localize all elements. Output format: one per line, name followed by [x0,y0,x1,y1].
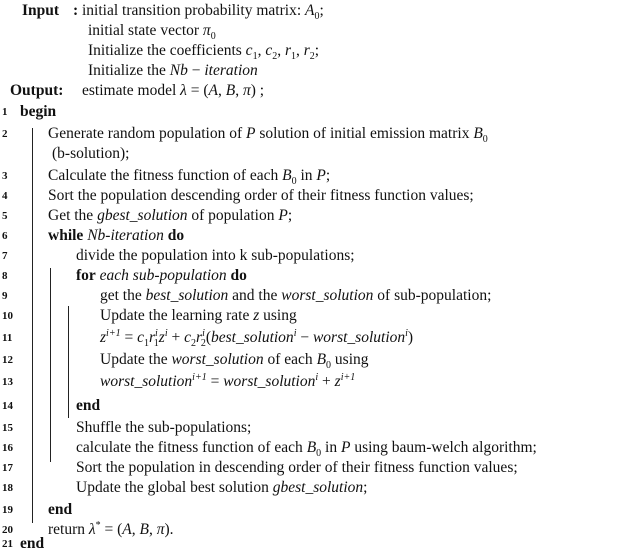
line-7-text: divide the population into k sub-populations; [76,247,355,264]
input-label: Input [22,2,60,19]
line-number: 16 [2,442,13,454]
line-10-text: Update the learning rate z using [100,307,297,324]
line-number: 5 [2,210,8,222]
while-block-line [50,268,51,462]
line-8-text: for each sub-population do [76,267,247,284]
line-4-text: Sort the population descending order of their fitness function values; [48,187,474,204]
line-number: 17 [2,462,13,474]
line-number: 15 [2,422,13,434]
input-line-4: Initialize the Nb − iteration [88,62,258,79]
output-label: Output: [10,82,64,99]
end-keyword: end [20,535,45,552]
begin-keyword: begin [20,103,57,120]
line-5-text: Get the gbest_solution of population P; [48,207,293,224]
output-text: estimate model λ = (A, B, π) ; [82,82,265,99]
begin-block-line [32,128,33,523]
line-number: 2 [2,128,8,140]
update-worst-equation: worst_solution$^{i+1}$ = worst_solution$^i$ + $z^{i+1}$ [100,371,356,390]
line-number: 13 [2,376,13,388]
line-number: 10 [2,310,13,322]
line-20-text: return λ* = (A, B, π). [48,519,174,538]
line-number: 1 [2,106,8,118]
line-number: 14 [2,400,13,412]
line-16-text: calculate the fitness function of each $B_0$ in P using baum-welch algorithm; [76,439,537,460]
input-colon: : [73,2,79,19]
line-3-text: Calculate the fitness function of each $B_0$ in P; [48,167,331,188]
line-number: 7 [2,250,8,262]
line-number: 20 [2,524,13,536]
line-17-text: Sort the population in descending order of their fitness function values; [76,459,518,476]
input-line-1: initial transition probability matrix: $A_0$; [82,2,324,23]
line-number: 12 [2,354,13,366]
end-while-keyword: end [48,501,73,518]
update-z-equation: $z^{i+1} = c_1r^i_1z^i$ + $c_2r^i_2(best\_solution^i$ − worst_solution$^i$) [100,327,414,350]
line-15-text: Shuffle the sub-populations; [76,419,252,436]
line-number: 21 [2,538,13,550]
line-number: 18 [2,482,13,494]
input-line-3: Initialize the coefficients $c_1$, $c_2$, $r_1$, $r_2$; [88,42,320,63]
line-2-continuation: (b-solution); [52,145,130,162]
for-block-line [68,306,69,418]
input-line-2: initial state vector $\pi_0$ [88,22,216,43]
line-18-text: Update the global best solution gbest_solution; [76,479,368,496]
line-number: 8 [2,270,8,282]
line-number: 11 [2,332,13,344]
line-number: 6 [2,230,8,242]
line-6-text: while Nb-iteration do [48,227,185,244]
line-number: 3 [2,170,8,182]
line-number: 19 [2,504,13,516]
end-for-keyword: end [76,397,101,414]
line-number: 4 [2,190,8,202]
line-number: 9 [2,290,8,302]
line-2-text: Generate random population of P solution of initial emission matrix $B_0$ [48,125,488,146]
line-9-text: get the best_solution and the worst_solution of sub-population; [100,287,492,304]
line-12-text: Update the worst_solution of each $B_0$ using [100,351,369,372]
